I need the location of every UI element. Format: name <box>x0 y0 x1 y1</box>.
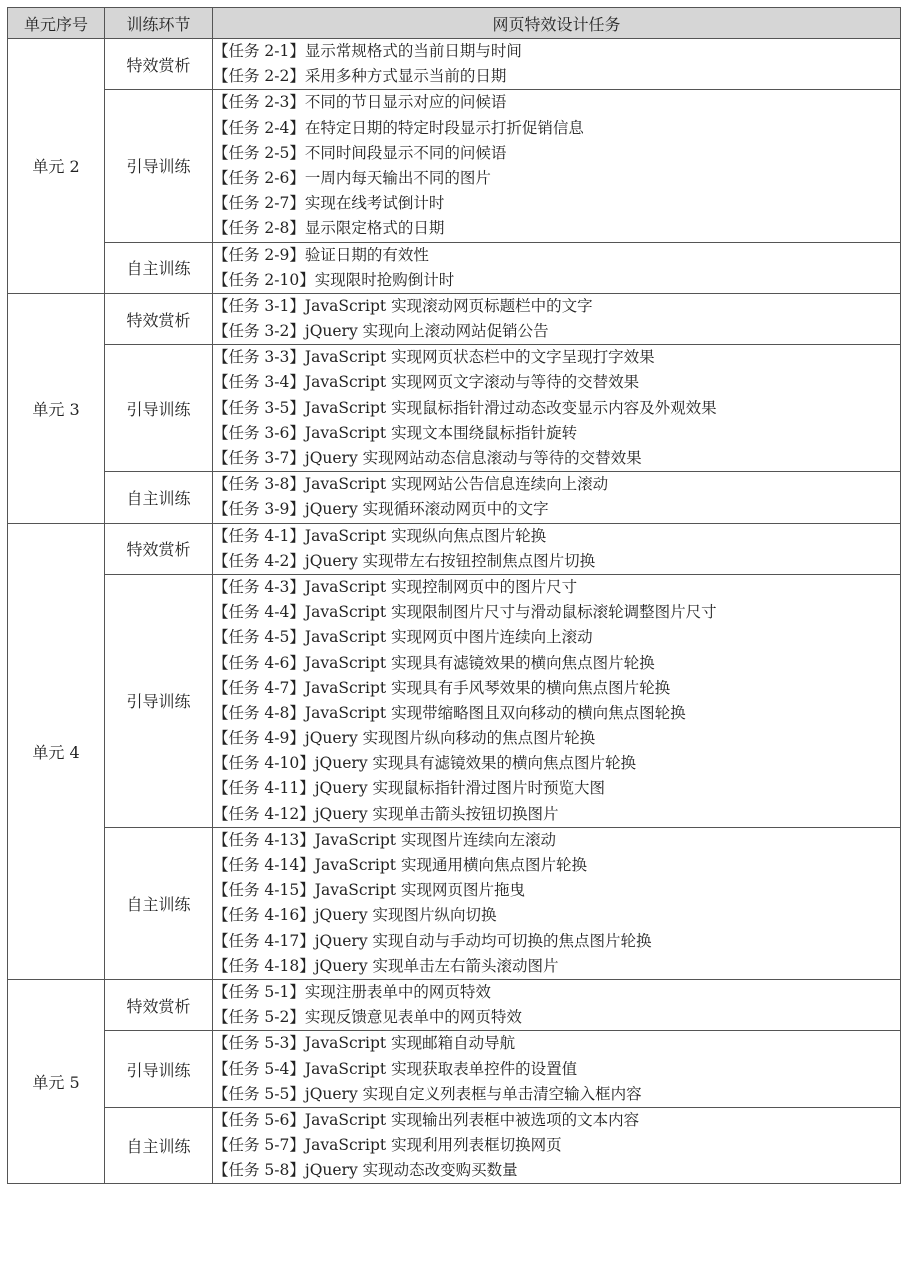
task-list-cell <box>213 1107 901 1184</box>
table-row <box>8 90 901 242</box>
task-list-cell <box>213 39 901 90</box>
task-item: 【任务 2-6】一周内每天输出不同的图片 <box>213 168 491 187</box>
task-item: 【任务 5-8】jQuery 实现动态改变购买数量 <box>213 1161 518 1180</box>
task-item: 【任务 3-4】JavaScript 实现网页文字滚动与等待的交替效果 <box>213 373 640 392</box>
header-unit-number: 单元序号 <box>8 8 105 39</box>
table-row <box>8 472 901 523</box>
task-item: 【任务 2-5】不同时间段显示不同的问候语 <box>213 143 507 162</box>
task-item: 【任务 4-4】JavaScript 实现限制图片尺寸与滑动鼠标滚轮调整图片尺寸 <box>213 603 717 622</box>
task-list-cell <box>213 523 901 574</box>
task-item: 【任务 3-1】JavaScript 实现滚动网页标题栏中的文字 <box>213 296 593 315</box>
task-item: 【任务 4-15】JavaScript 实现网页图片拖曳 <box>213 881 525 900</box>
task-item: 【任务 5-1】实现注册表单中的网页特效 <box>213 982 491 1001</box>
table-row <box>8 39 901 90</box>
task-list-cell <box>213 293 901 344</box>
training-phase-cell: 自主训练 <box>105 1107 213 1184</box>
task-list-cell <box>213 242 901 293</box>
training-phase-cell: 特效赏析 <box>105 293 213 344</box>
task-table <box>7 7 901 1184</box>
task-item: 【任务 5-5】jQuery 实现自定义列表框与单击清空输入框内容 <box>213 1084 642 1103</box>
task-item: 【任务 4-5】JavaScript 实现网页中图片连续向上滚动 <box>213 628 593 647</box>
training-phase-cell: 引导训练 <box>105 1031 213 1108</box>
training-phase-cell: 特效赏析 <box>105 39 213 90</box>
unit-number-cell: 单元 2 <box>8 39 105 294</box>
table-row <box>8 523 901 574</box>
task-list-cell <box>213 345 901 472</box>
task-item: 【任务 2-3】不同的节日显示对应的问候语 <box>213 93 507 112</box>
task-list-cell <box>213 472 901 523</box>
task-item: 【任务 4-3】JavaScript 实现控制网页中的图片尺寸 <box>213 577 578 596</box>
task-item: 【任务 4-8】JavaScript 实现带缩略图且双向移动的横向焦点图轮换 <box>213 703 686 722</box>
task-item: 【任务 3-7】jQuery 实现网站动态信息滚动与等待的交替效果 <box>213 449 642 467</box>
training-phase-cell: 自主训练 <box>105 472 213 523</box>
task-item: 【任务 5-3】JavaScript 实现邮箱自动导航 <box>213 1034 516 1053</box>
task-item: 【任务 5-7】JavaScript 实现利用列表框切换网页 <box>213 1136 562 1155</box>
task-item: 【任务 4-11】jQuery 实现鼠标指针滑过图片时预览大图 <box>213 779 606 798</box>
task-table-container <box>7 7 900 1184</box>
task-list-cell <box>213 574 901 827</box>
task-item: 【任务 2-8】显示限定格式的日期 <box>213 219 445 238</box>
table-row <box>8 574 901 827</box>
table-row <box>8 1107 901 1184</box>
task-list-cell <box>213 90 901 242</box>
task-item: 【任务 2-4】在特定日期的特定时段显示打折促销信息 <box>213 118 584 137</box>
unit-number-cell: 单元 3 <box>8 293 105 523</box>
task-list-cell <box>213 979 901 1030</box>
task-item: 【任务 3-5】JavaScript 实现鼠标指针滑过动态改变显示内容及外观效果 <box>213 398 717 417</box>
task-item: 【任务 2-10】实现限时抢购倒计时 <box>213 270 455 289</box>
task-item: 【任务 2-2】采用多种方式显示当前的日期 <box>213 67 507 86</box>
training-phase-cell: 引导训练 <box>105 90 213 242</box>
header-design-tasks: 网页特效设计任务 <box>213 8 901 39</box>
task-item: 【任务 4-17】jQuery 实现自动与手动均可切换的焦点图片轮换 <box>213 931 652 950</box>
task-item: 【任务 4-7】JavaScript 实现具有手风琴效果的横向焦点图片轮换 <box>213 678 671 697</box>
task-item: 【任务 4-6】JavaScript 实现具有滤镜效果的横向焦点图片轮换 <box>213 653 655 672</box>
training-phase-cell: 特效赏析 <box>105 523 213 574</box>
training-phase-cell: 引导训练 <box>105 345 213 472</box>
training-phase-cell: 自主训练 <box>105 242 213 293</box>
task-item: 【任务 2-7】实现在线考试倒计时 <box>213 194 445 213</box>
table-row <box>8 979 901 1030</box>
task-item: 【任务 4-10】jQuery 实现具有滤镜效果的横向焦点图片轮换 <box>213 754 637 773</box>
task-item: 【任务 4-12】jQuery 实现单击箭头按钮切换图片 <box>213 804 559 823</box>
table-row <box>8 242 901 293</box>
task-item: 【任务 4-13】JavaScript 实现图片连续向左滚动 <box>213 830 556 849</box>
task-item: 【任务 2-1】显示常规格式的当前日期与时间 <box>213 42 522 60</box>
table-row <box>8 827 901 979</box>
task-list-cell <box>213 827 901 979</box>
task-item: 【任务 5-6】JavaScript 实现输出列表框中被选项的文本内容 <box>213 1110 640 1129</box>
training-phase-cell: 引导训练 <box>105 574 213 827</box>
task-item: 【任务 4-9】jQuery 实现图片纵向移动的焦点图片轮换 <box>213 729 596 748</box>
task-item: 【任务 4-16】jQuery 实现图片纵向切换 <box>213 906 497 925</box>
task-item: 【任务 2-9】验证日期的有效性 <box>213 245 429 264</box>
training-phase-cell: 特效赏析 <box>105 979 213 1030</box>
unit-number-cell: 单元 5 <box>8 979 105 1184</box>
task-item: 【任务 3-9】jQuery 实现循环滚动网页中的文字 <box>213 500 549 519</box>
unit-number-cell: 单元 4 <box>8 523 105 979</box>
task-item: 【任务 4-2】jQuery 实现带左右按钮控制焦点图片切换 <box>213 551 596 570</box>
table-body <box>8 39 901 1184</box>
header-training-phase: 训练环节 <box>105 8 213 39</box>
task-item: 【任务 5-4】JavaScript 实现获取表单控件的设置值 <box>213 1059 578 1078</box>
task-item: 【任务 4-14】JavaScript 实现通用横向焦点图片轮换 <box>213 856 587 874</box>
header-row <box>8 8 901 39</box>
task-item: 【任务 4-18】jQuery 实现单击左右箭头滚动图片 <box>213 956 559 975</box>
task-item: 【任务 3-2】jQuery 实现向上滚动网站促销公告 <box>213 322 549 341</box>
task-item: 【任务 4-1】JavaScript 实现纵向焦点图片轮换 <box>213 526 547 545</box>
table-row <box>8 345 901 472</box>
task-item: 【任务 5-2】实现反馈意见表单中的网页特效 <box>213 1008 522 1027</box>
training-phase-cell: 自主训练 <box>105 827 213 979</box>
task-list-cell <box>213 1031 901 1108</box>
table-row <box>8 293 901 344</box>
table-header <box>8 8 901 39</box>
task-item: 【任务 3-8】JavaScript 实现网站公告信息连续向上滚动 <box>213 475 609 494</box>
task-item: 【任务 3-6】JavaScript 实现文本围绕鼠标指针旋转 <box>213 423 578 442</box>
table-row <box>8 1031 901 1108</box>
task-item: 【任务 3-3】JavaScript 实现网页状态栏中的文字呈现打字效果 <box>213 348 655 367</box>
